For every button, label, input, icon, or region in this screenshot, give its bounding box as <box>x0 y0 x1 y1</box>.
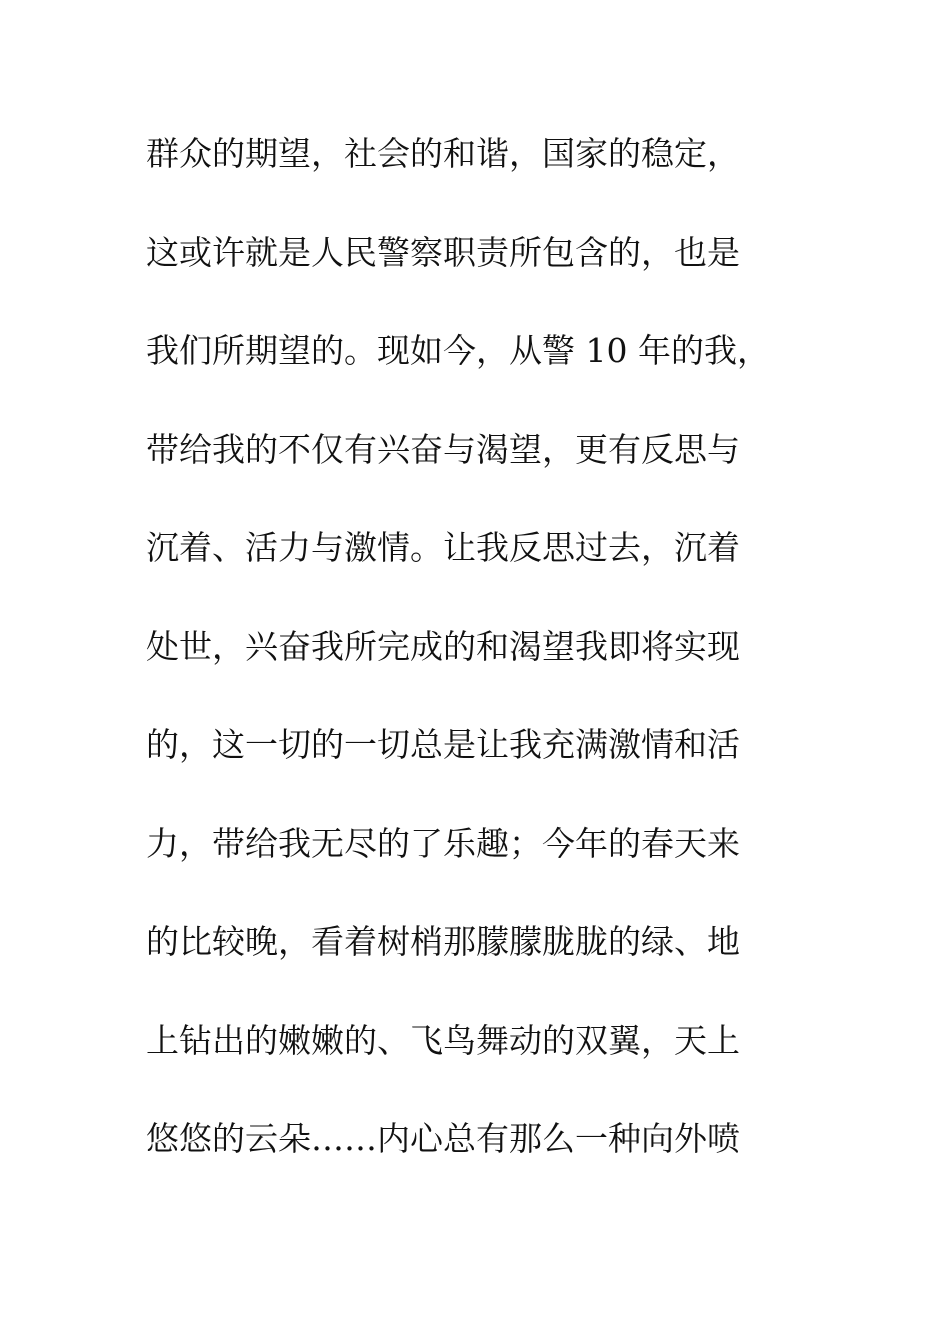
text-line: 上钻出的嫩嫩的、飞鸟舞动的双翼，天上 <box>146 1020 740 1060</box>
text-line: 群众的期望，社会的和谐，国家的稳定， <box>146 134 740 173</box>
text-line: 悠悠的云朵……内心总有那么一种向外喷 <box>146 1119 740 1158</box>
text-line: 的比较晚，看着树梢那朦朦胧胧的绿、地 <box>146 922 740 961</box>
text-line: 带给我的不仅有兴奋与渴望，更有反思与 <box>146 429 740 469</box>
text-line: 我们所期望的。现如今，从警 10 年的我， <box>146 331 770 370</box>
text-line: 力，带给我无尽的了乐趣；今年的春天来 <box>146 823 740 863</box>
text-line: 这或许就是人民警察职责所包含的，也是 <box>146 232 740 272</box>
body-text <box>146 128 806 1212</box>
text-line: 沉着、活力与激情。让我反思过去，沉着 <box>146 528 740 567</box>
text-line: 处世，兴奋我所完成的和渴望我即将实现 <box>146 626 740 666</box>
text-line: 的，这一切的一切总是让我充满激情和活 <box>146 725 740 764</box>
